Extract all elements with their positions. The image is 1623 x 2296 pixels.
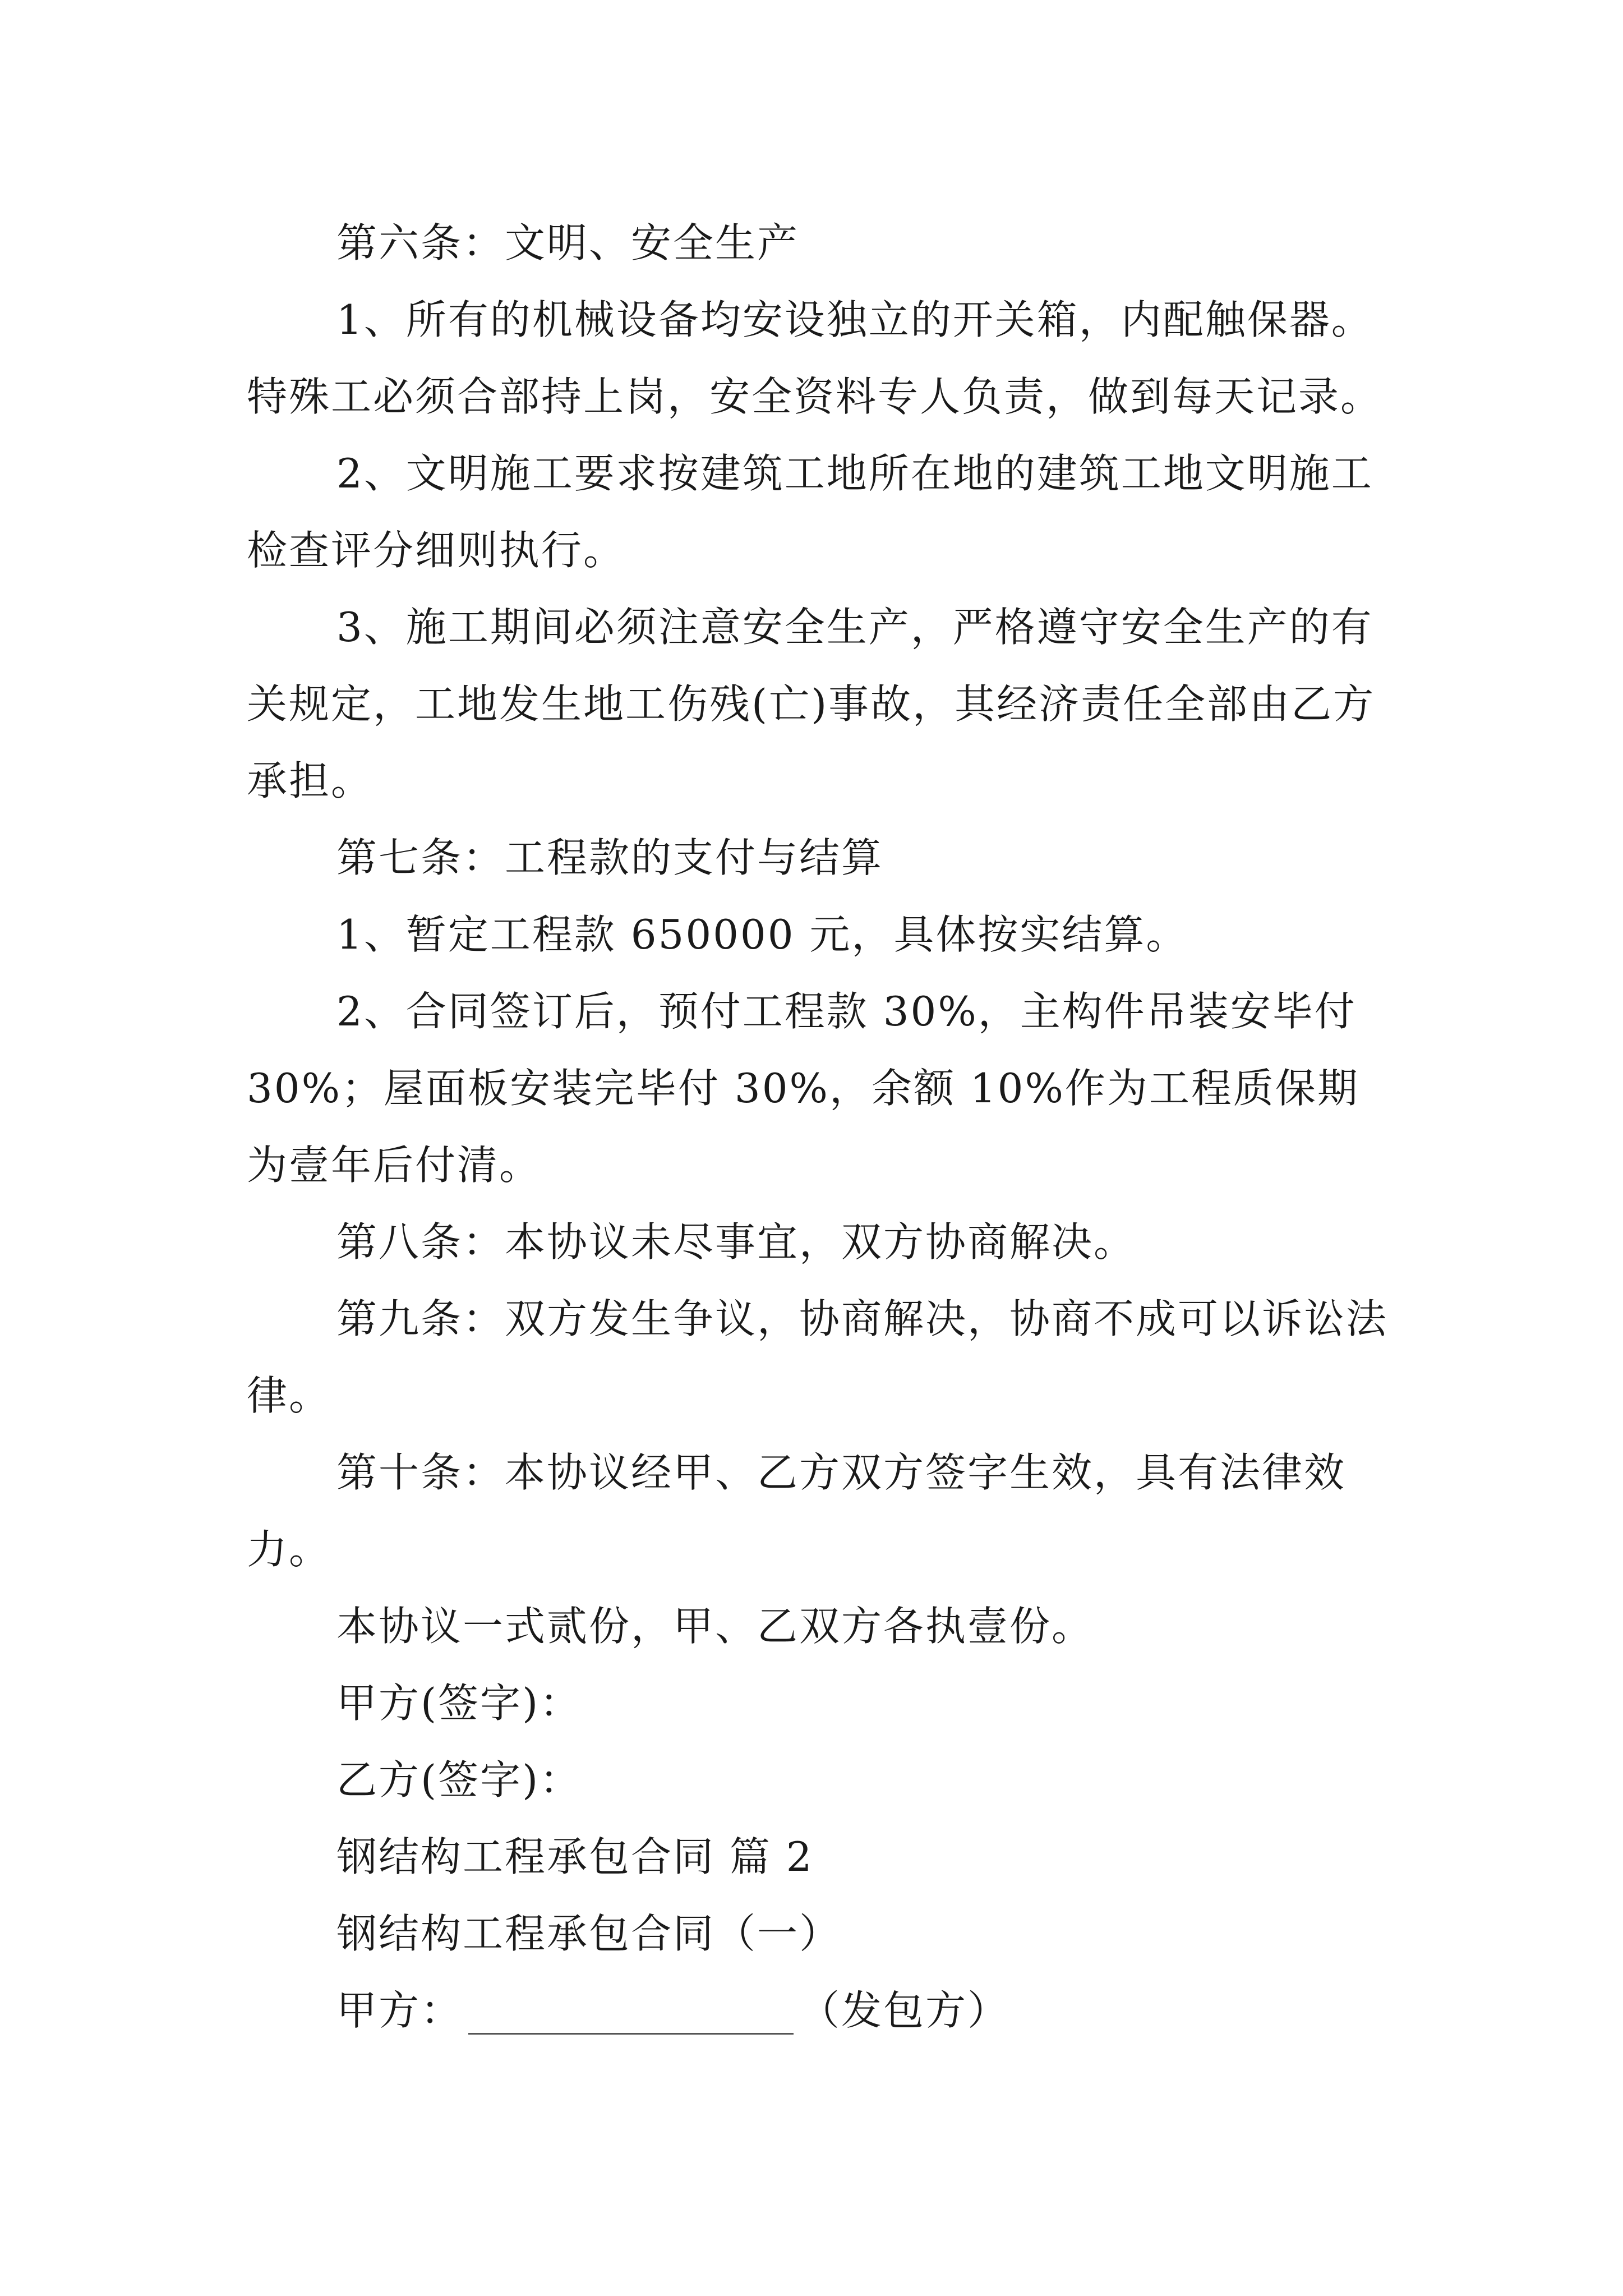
party-b-signature: 乙方(签字)：	[336, 1756, 582, 1803]
copies-statement: 本协议一式贰份，甲、乙双方各执壹份。	[336, 1603, 1094, 1650]
article-6-item-1: 1、所有的机械设备均安设独立的开关箱，内配触保器。特殊工必须合部持上岗，安全资料专人负责，做到每天记录。	[247, 296, 1383, 420]
section-2-title: 钢结构工程承包合同 篇 2	[336, 1833, 814, 1880]
article-9: 第九条：双方发生争议，协商解决，协商不成可以诉讼法律。	[247, 1295, 1389, 1419]
document-body	[247, 205, 1396, 2049]
article-10: 第十条：本协议经甲、乙方双方签字生效，具有法律效力。	[247, 1449, 1347, 1573]
party-a-suffix: （发包方）	[799, 1987, 1010, 2034]
party-a-label: 甲方：	[336, 1987, 463, 2034]
party-a-signature: 甲方(签字)：	[336, 1680, 582, 1727]
article-6-item-2: 2、文明施工要求按建筑工地所在地的建筑工地文明施工检查评分细则执行。	[247, 450, 1373, 574]
article-7-item-1: 1、暂定工程款 650000 元，具体按实结算。	[336, 911, 1188, 958]
party-a-line	[247, 1972, 1396, 2049]
party-a-blank[interactable]	[468, 2032, 794, 2035]
article-6-title: 第六条：文明、安全生产	[336, 219, 800, 266]
article-7-item-2: 2、合同签订后，预付工程款 30%，主构件吊装安毕付 30%；屋面板安装完毕付 30%，余额 10%作为工程质保期为壹年后付清。	[247, 988, 1359, 1189]
article-8: 第八条：本协议未尽事宜，双方协商解决。	[336, 1218, 1136, 1266]
section-2-subtitle: 钢结构工程承包合同（一）	[336, 1910, 842, 1957]
article-6-item-3: 3、施工期间必须注意安全生产，严格遵守安全生产的有关规定，工地发生地工伤残(亡)事故，其经济责任全部由乙方承担。	[247, 604, 1376, 804]
article-7-title: 第七条：工程款的支付与结算	[336, 834, 884, 881]
